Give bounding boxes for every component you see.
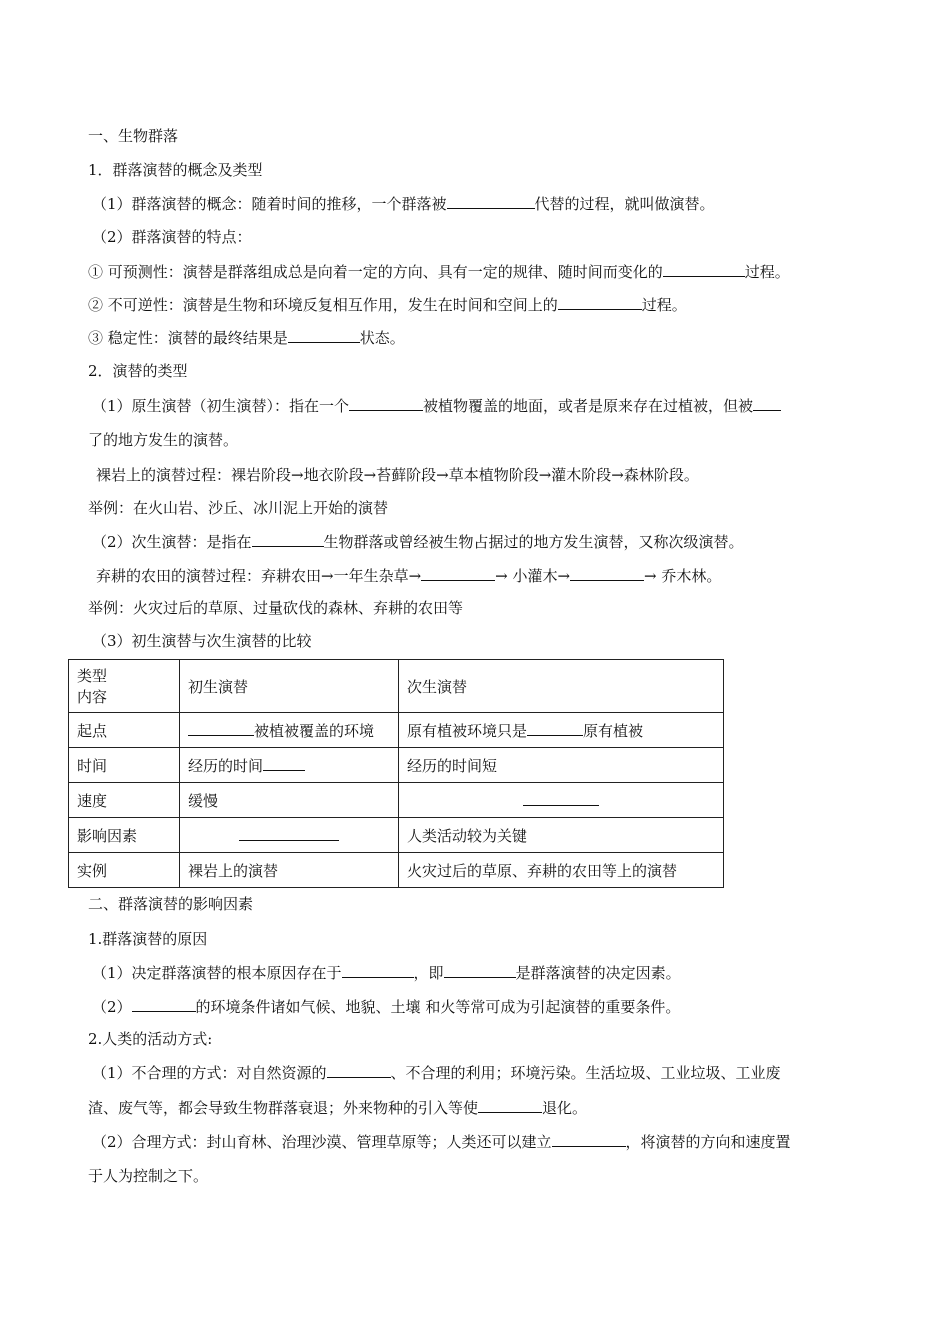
fill-blank[interactable] [288,327,360,343]
column-header-primary: 初生演替 [180,660,399,713]
features-title: （2）群落演替的特点： [92,228,252,246]
table-row [69,748,724,783]
table-cell: 火灾过后的草原、弃耕的农田等上的演替 [399,853,724,888]
fill-blank[interactable] [447,193,535,209]
subsection-title: 1．群落演替的概念及类型 [88,161,263,179]
table-row [69,713,724,748]
fill-blank[interactable] [527,720,583,736]
fill-blank[interactable] [263,755,305,771]
fill-blank[interactable] [239,825,339,841]
fill-blank[interactable] [552,1131,626,1147]
farmland-succession-process: 弃耕的农田的演替过程：弃耕农田→一年生杂草→ → 小灌木→ → 乔木林。 [96,567,722,585]
table-cell [399,783,724,818]
fill-blank[interactable] [558,294,642,310]
primary-succession-def: （1）原生演替（初生演替）：指在一个 被植物覆盖的地面，或者是原来存在过植被，但被 [92,395,781,416]
human-unreasonable-cont: 渣、废气等，都会导致生物群落衰退；外来物种的引入等使 退化。 [88,1099,588,1117]
cause-environment: （2） 的环境条件诸如气候、地貌、土壤 和火等常可成为引起演替的重要条件。 [92,998,681,1016]
fill-blank[interactable] [421,565,495,581]
feature-irreversible: ② 不可逆性：演替是生物和环境反复相互作用，发生在时间和空间上的 过程。 [88,296,687,314]
table-cell [180,818,399,853]
fill-blank[interactable] [349,395,423,411]
table-cell: 经历的时间短 [399,748,724,783]
secondary-example: 举例：火灾过后的草原、过量砍伐的森林、弃耕的农田等 [88,599,464,617]
table-cell: 被植被覆盖的环境 [180,713,399,748]
fill-blank[interactable] [478,1097,542,1113]
human-unreasonable: （1）不合理的方式：对自然资源的 、不合理的利用；环境污染。生活垃圾、工业垃圾、工业废 [92,1064,781,1082]
section1-title: 一、生物群落 [88,127,179,145]
column-header-secondary: 次生演替 [399,660,724,713]
row-label: 时间 [69,748,180,783]
primary-example: 举例：在火山岩、沙丘、冰川泥上开始的演替 [88,499,389,517]
row-label: 实例 [69,853,180,888]
rock-succession-process: 裸岩上的演替过程：裸岩阶段→地衣阶段→苔藓阶段→草本植物阶段→灌木阶段→森林阶段。 [96,466,699,484]
subsection-title: 1.群落演替的原因 [88,930,208,948]
row-label: 起点 [69,713,180,748]
table-cell: 原有植被环境只是 原有植被 [399,713,724,748]
fill-blank[interactable] [327,1062,391,1078]
human-reasonable: （2）合理方式：封山育林、治理沙漠、管理草原等；人类还可以建立 ，将演替的方向和速度置 [92,1133,791,1151]
human-reasonable-cont: 于人为控制之下。 [88,1167,209,1185]
comparison-table [68,659,724,888]
comparison-title: （3）初生演替与次生演替的比较 [92,632,312,650]
feature-predictable: ① 可预测性：演替是群落组成总是向着一定的方向、具有一定的规律、随时间而变化的 过程。 [88,263,790,281]
table-cell: 裸岩上的演替 [180,853,399,888]
table-cell: 经历的时间 [180,748,399,783]
table-cell: 缓慢 [180,783,399,818]
fill-blank[interactable] [753,395,781,411]
feature-stable: ③ 稳定性：演替的最终结果是 状态。 [88,329,405,347]
table-header-row [69,660,724,713]
table-row [69,783,724,818]
fill-blank[interactable] [570,565,644,581]
primary-succession-def-cont: 了的地方发生的演替。 [88,431,239,449]
subsection-title: 2.人类的活动方式: [88,1030,213,1048]
subsection-title: 2．演替的类型 [88,362,188,380]
table-row [69,818,724,853]
fill-blank[interactable] [132,996,196,1012]
fill-blank[interactable] [188,720,254,736]
concept-line: （1）群落演替的概念：随着时间的推移，一个群落被 代替的过程，就叫做演替。 [92,195,715,213]
fill-blank[interactable] [444,962,516,978]
cause-root: （1）决定群落演替的根本原因存在于 ，即 是群落演替的决定因素。 [92,964,681,982]
table-corner-cell: 类型 内容 [69,660,180,713]
fill-blank[interactable] [342,962,414,978]
row-label: 影响因素 [69,818,180,853]
table-cell: 人类活动较为关键 [399,818,724,853]
fill-blank[interactable] [252,531,324,547]
fill-blank[interactable] [523,790,599,806]
secondary-succession-def: （2）次生演替：是指在 生物群落或曾经被生物占据过的地方发生演替，又称次级演替。 [92,533,744,551]
fill-blank[interactable] [663,261,745,277]
section2-title: 二、群落演替的影响因素 [88,895,254,913]
row-label: 速度 [69,783,180,818]
table-row [69,853,724,888]
